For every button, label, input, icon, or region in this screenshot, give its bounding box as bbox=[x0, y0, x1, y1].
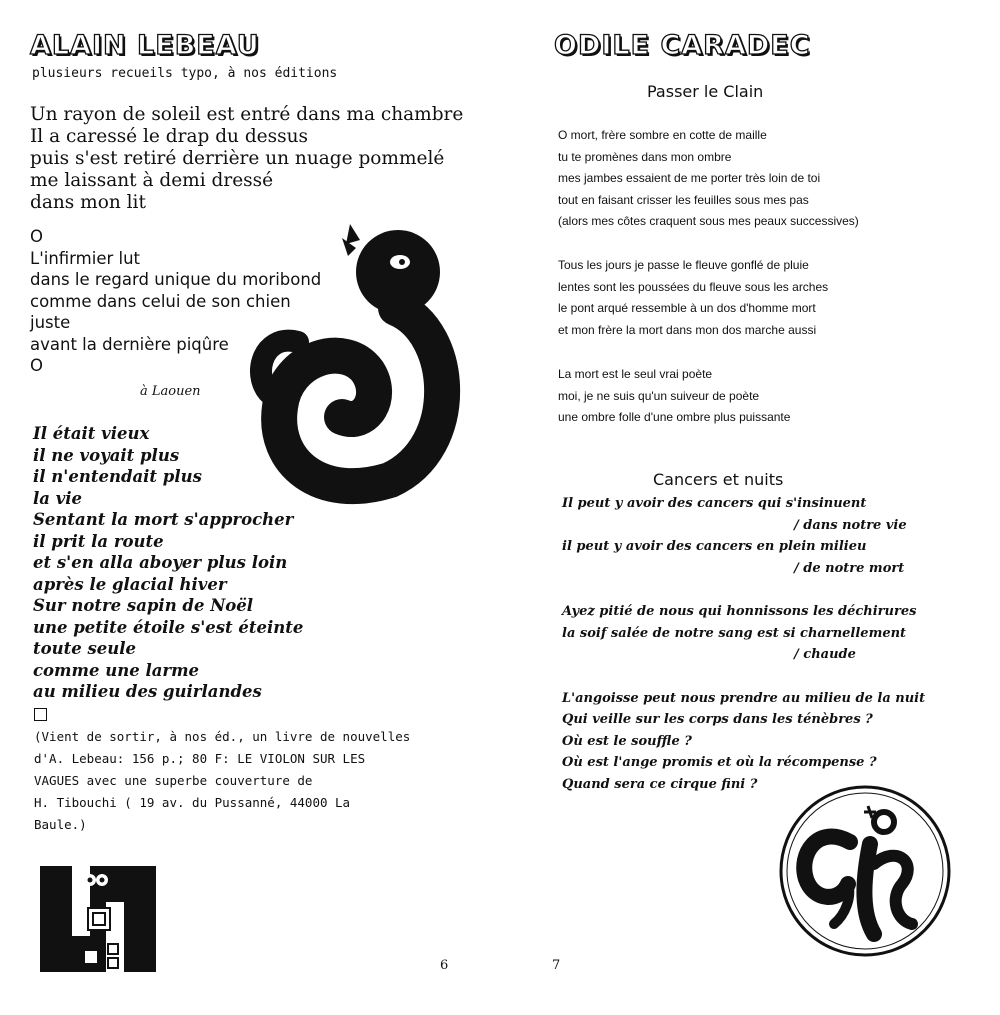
stanza-gap bbox=[562, 579, 925, 601]
poem-line: / chaude bbox=[794, 647, 856, 662]
stanza-1 bbox=[558, 125, 859, 233]
poem-line: une ombre folle d'une ombre plus puissante bbox=[558, 410, 791, 424]
poem-line: le pont arqué ressemble à un dos d'homme mort bbox=[558, 301, 816, 315]
poem-line: la soif salée de notre sang est si charnellement bbox=[562, 625, 907, 641]
page-number-right: 7 bbox=[552, 958, 561, 973]
poem-line: la vie bbox=[33, 488, 83, 508]
poem-line: / de notre mort bbox=[794, 560, 905, 576]
poem-line: il n'entendait plus bbox=[33, 467, 202, 486]
poem-line: O bbox=[30, 356, 43, 375]
poem-line: comme dans celui de son chien bbox=[30, 291, 291, 311]
poem-line: Qui veille sur les corps dans les ténèbres ? bbox=[562, 712, 873, 727]
poem-line: Un rayon de soleil est entré dans ma chambre bbox=[30, 104, 464, 125]
poem-line: au milieu des guirlandes bbox=[33, 682, 262, 701]
poem-line: puis s'est retiré derrière un nuage pommelé bbox=[30, 148, 445, 169]
poem-line: et s'en alla aboyer plus loin bbox=[33, 553, 288, 572]
right-page bbox=[500, 0, 1000, 1015]
poem-line: après le glacial hiver bbox=[33, 574, 227, 594]
poem-line: tout en faisant crisser les feuilles sous mes pas bbox=[558, 192, 809, 207]
note-line: Baule.) bbox=[34, 817, 87, 832]
poem-line: et mon frère la mort dans mon dos marche aussi bbox=[558, 322, 817, 337]
poem-line: tu te promènes dans mon ombre bbox=[558, 149, 732, 164]
poem-line: La mort est le seul vrai poète bbox=[558, 367, 713, 381]
round-ornament-illustration bbox=[778, 784, 952, 958]
dedication: à Laouen bbox=[140, 384, 201, 399]
poem-line: une petite étoile s'est éteinte bbox=[33, 617, 304, 637]
author-name-right: ODILE CARADEC bbox=[554, 30, 811, 61]
note-line: d'A. Lebeau: 156 p.; 80 F: LE VIOLON SUR LES bbox=[34, 751, 366, 766]
poem-line: O mort, frère sombre en cotte de maille bbox=[558, 128, 767, 142]
poem-line: (alors mes côtes craquent sous mes peaux successives) bbox=[558, 214, 859, 228]
poem-line: Quand sera ce cirque fini ? bbox=[562, 776, 758, 792]
poem-old-dog bbox=[33, 423, 303, 703]
poem-line: avant la dernière piqûre bbox=[30, 334, 229, 354]
poem-line: Sentant la mort s'approcher bbox=[33, 510, 294, 529]
stanza-2 bbox=[558, 255, 828, 341]
note-line: (Vient de sortir, à nos éd., un livre de nouvelles bbox=[34, 729, 411, 744]
poem-line: L'infirmier lut bbox=[30, 248, 141, 268]
stanza-gap bbox=[562, 666, 925, 688]
poem-title-passer-le-clain: Passer le Clain bbox=[647, 82, 764, 101]
poem-line: Il peut y avoir des cancers qui s'insinuent bbox=[562, 496, 867, 511]
poem-line: Tous les jours je passe le fleuve gonflé de pluie bbox=[558, 258, 809, 272]
poem-line: Ayez pitié de nous qui honnissons les déchirures bbox=[562, 604, 917, 619]
author-name-left: ALAIN LEBEAU bbox=[30, 30, 260, 61]
poem-sun-ray bbox=[30, 104, 463, 214]
poem-line: Sur notre sapin de Noël bbox=[33, 596, 254, 615]
poem-title-cancers-et-nuits: Cancers et nuits bbox=[653, 470, 784, 489]
poem-line: Où est l'ange promis et où la récompense ? bbox=[562, 755, 877, 770]
poem-line: dans le regard unique du moribond bbox=[30, 270, 322, 289]
author-subtitle: plusieurs recueils typo, à nos éditions bbox=[32, 66, 338, 81]
poem-line: juste bbox=[30, 313, 71, 332]
note-line: H. Tibouchi ( 19 av. du Pussanné, 44000 La bbox=[34, 795, 351, 810]
poem-line: me laissant à demi dressé bbox=[30, 170, 274, 191]
poem-line: il peut y avoir des cancers en plein milieu bbox=[562, 539, 867, 554]
poem-line: toute seule bbox=[33, 639, 137, 658]
poem-line: dans mon lit bbox=[30, 192, 146, 213]
poem-line: / dans notre vie bbox=[794, 517, 907, 533]
poem-line: O bbox=[30, 227, 43, 246]
poem-line: Il était vieux bbox=[33, 424, 150, 443]
stanza-3 bbox=[558, 364, 790, 429]
poem-cancers bbox=[562, 493, 925, 795]
typographic-block-ornament bbox=[40, 866, 156, 972]
end-square-icon bbox=[34, 708, 47, 721]
note-line: VAGUES avec une superbe couverture de bbox=[34, 773, 313, 788]
poem-line: L'angoisse peut nous prendre au milieu de la nuit bbox=[562, 690, 926, 706]
poem-line: comme une larme bbox=[33, 660, 200, 680]
poem-line: Où est le souffle ? bbox=[562, 733, 692, 749]
poem-line: Il a caressé le drap du dessus bbox=[30, 126, 309, 147]
page-number-left: 6 bbox=[440, 958, 449, 973]
poem-line: mes jambes essaient de me porter très loin de toi bbox=[558, 171, 821, 185]
poem-line: lentes sont les poussées du fleuve sous les arches bbox=[558, 279, 829, 294]
poem-line: moi, je ne suis qu'un suiveur de poète bbox=[558, 388, 760, 403]
poem-line: il prit la route bbox=[33, 531, 164, 551]
publication-note bbox=[34, 726, 434, 836]
poem-line: il ne voyait plus bbox=[33, 445, 180, 465]
